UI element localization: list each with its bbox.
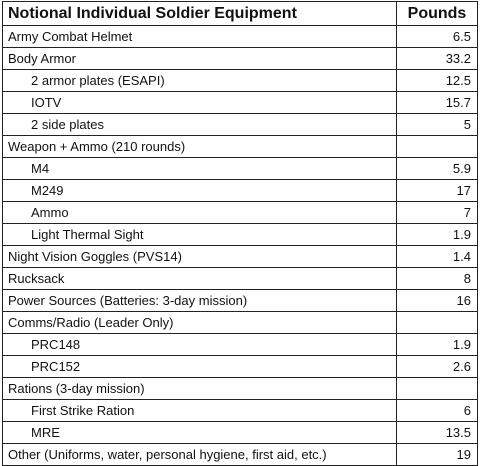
item-label: Rations (3-day mission) (3, 378, 397, 400)
pounds-value: 5.9 (397, 158, 478, 180)
table-row (3, 268, 478, 290)
header-item: Notional Individual Soldier Equipment (3, 2, 397, 26)
item-label: Body Armor (3, 48, 397, 70)
item-label: Night Vision Goggles (PVS14) (3, 246, 397, 268)
pounds-value: 17 (397, 180, 478, 202)
pounds-value (397, 378, 478, 400)
subitem-label: IOTV (3, 92, 397, 114)
table-row (3, 158, 478, 180)
subitem-label: MRE (3, 422, 397, 444)
table-row (3, 422, 478, 444)
equipment-table (2, 1, 478, 466)
table-header (3, 2, 478, 26)
header-pounds: Pounds (397, 2, 478, 26)
pounds-value: 6.5 (397, 26, 478, 48)
item-label: Power Sources (Batteries: 3-day mission) (3, 290, 397, 312)
item-label: Army Combat Helmet (3, 26, 397, 48)
pounds-value: 6 (397, 400, 478, 422)
pounds-value: 16 (397, 290, 478, 312)
pounds-value: 7 (397, 202, 478, 224)
subitem-label: 2 armor plates (ESAPI) (3, 70, 397, 92)
table-row (3, 444, 478, 466)
pounds-value: 13.5 (397, 422, 478, 444)
table-body (3, 26, 478, 466)
table-row (3, 92, 478, 114)
item-label: Comms/Radio (Leader Only) (3, 312, 397, 334)
table-row (3, 400, 478, 422)
item-label: Other (Uniforms, water, personal hygiene, first aid, etc.) (3, 444, 397, 466)
subitem-label: PRC152 (3, 356, 397, 378)
pounds-value: 1.9 (397, 224, 478, 246)
pounds-value: 2.6 (397, 356, 478, 378)
subitem-label: Light Thermal Sight (3, 224, 397, 246)
subitem-label: First Strike Ration (3, 400, 397, 422)
pounds-value: 12.5 (397, 70, 478, 92)
table-row (3, 290, 478, 312)
subitem-label: PRC148 (3, 334, 397, 356)
table-row (3, 136, 478, 158)
subitem-label: M249 (3, 180, 397, 202)
table-row (3, 378, 478, 400)
table-row (3, 48, 478, 70)
table-row (3, 180, 478, 202)
pounds-value: 15.7 (397, 92, 478, 114)
subitem-label: Ammo (3, 202, 397, 224)
pounds-value: 1.4 (397, 246, 478, 268)
pounds-value (397, 312, 478, 334)
pounds-value: 5 (397, 114, 478, 136)
pounds-value: 1.9 (397, 334, 478, 356)
item-label: Weapon + Ammo (210 rounds) (3, 136, 397, 158)
table-row (3, 26, 478, 48)
table-row (3, 246, 478, 268)
header-row (3, 2, 478, 26)
item-label: Rucksack (3, 268, 397, 290)
subitem-label: M4 (3, 158, 397, 180)
pounds-value (397, 136, 478, 158)
table-row (3, 202, 478, 224)
table-row (3, 356, 478, 378)
subitem-label: 2 side plates (3, 114, 397, 136)
table-row (3, 114, 478, 136)
table-row (3, 224, 478, 246)
table-row (3, 334, 478, 356)
pounds-value: 33.2 (397, 48, 478, 70)
pounds-value: 19 (397, 444, 478, 466)
pounds-value: 8 (397, 268, 478, 290)
table-row (3, 312, 478, 334)
table-row (3, 70, 478, 92)
